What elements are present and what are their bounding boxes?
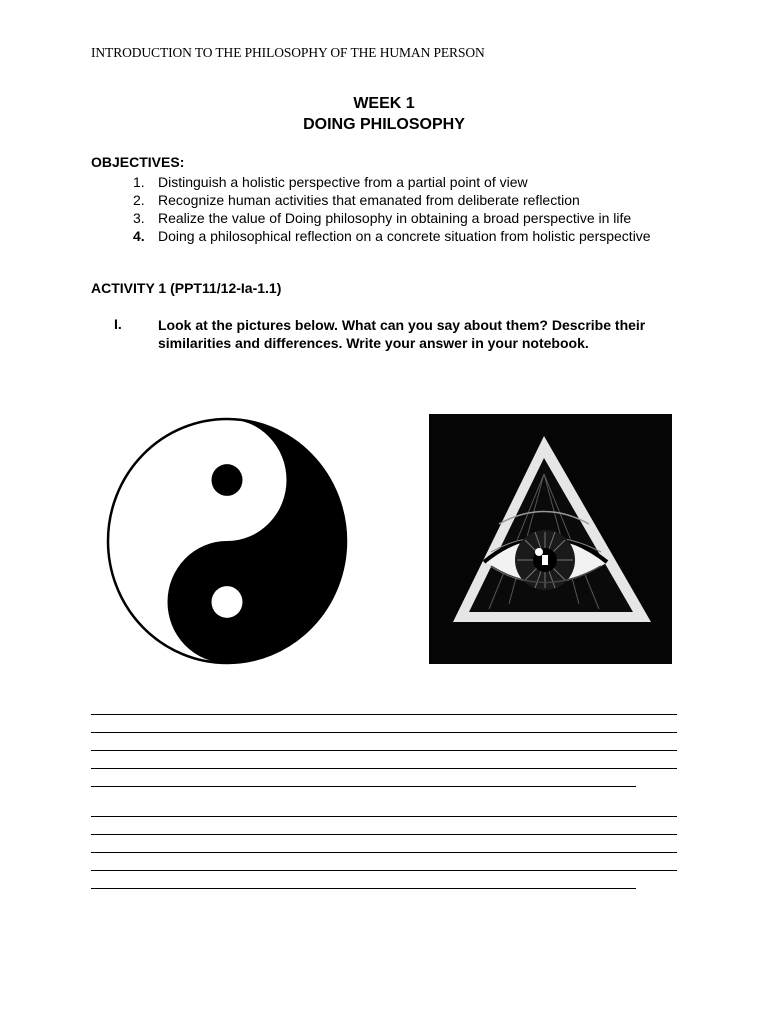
objective-item (133, 173, 673, 191)
eye-of-providence-image (429, 414, 672, 664)
answer-line (91, 750, 677, 751)
objective-text: Realize the value of Doing philosophy in obtaining a broad perspective in life (158, 210, 632, 226)
instruction-text: Look at the pictures below. What can you say about them? Describe their similarities and differences. Write your answer in your notebook. (158, 317, 646, 351)
instruction-numeral: I. (114, 316, 122, 332)
eye-triangle-icon (429, 414, 672, 664)
objective-item (133, 191, 673, 209)
answer-line (91, 714, 677, 715)
objective-text: Recognize human activities that emanated from deliberate reflection (158, 192, 580, 208)
answer-line (91, 768, 677, 769)
objective-number: 3. (133, 210, 145, 226)
answer-line (91, 852, 677, 853)
answer-line (91, 786, 636, 787)
title-block (0, 93, 768, 135)
objectives-heading: OBJECTIVES: (91, 154, 185, 170)
answer-lines (91, 699, 677, 889)
objective-item (133, 209, 673, 227)
activity-heading: ACTIVITY 1 (PPT11/12-Ia-1.1) (91, 280, 282, 296)
yin-yang-icon (106, 417, 348, 665)
lesson-title: DOING PHILOSOPHY (303, 116, 465, 133)
answer-line (91, 888, 636, 889)
objective-number: 2. (133, 192, 145, 208)
objective-item (133, 227, 673, 245)
answer-line (91, 834, 677, 835)
objective-text: Distinguish a holistic perspective from a partial point of view (158, 174, 528, 190)
answer-line (91, 732, 677, 733)
objective-number: 1. (133, 174, 145, 190)
week-title: WEEK 1 (353, 95, 415, 112)
objective-text: Doing a philosophical reflection on a concrete situation from holistic perspective (158, 228, 651, 244)
course-title: INTRODUCTION TO THE PHILOSOPHY OF THE HUMAN PERSON (91, 45, 485, 60)
answer-line (91, 816, 677, 817)
objective-number: 4. (133, 228, 145, 244)
objectives-list (133, 173, 673, 245)
answer-line (91, 870, 677, 871)
